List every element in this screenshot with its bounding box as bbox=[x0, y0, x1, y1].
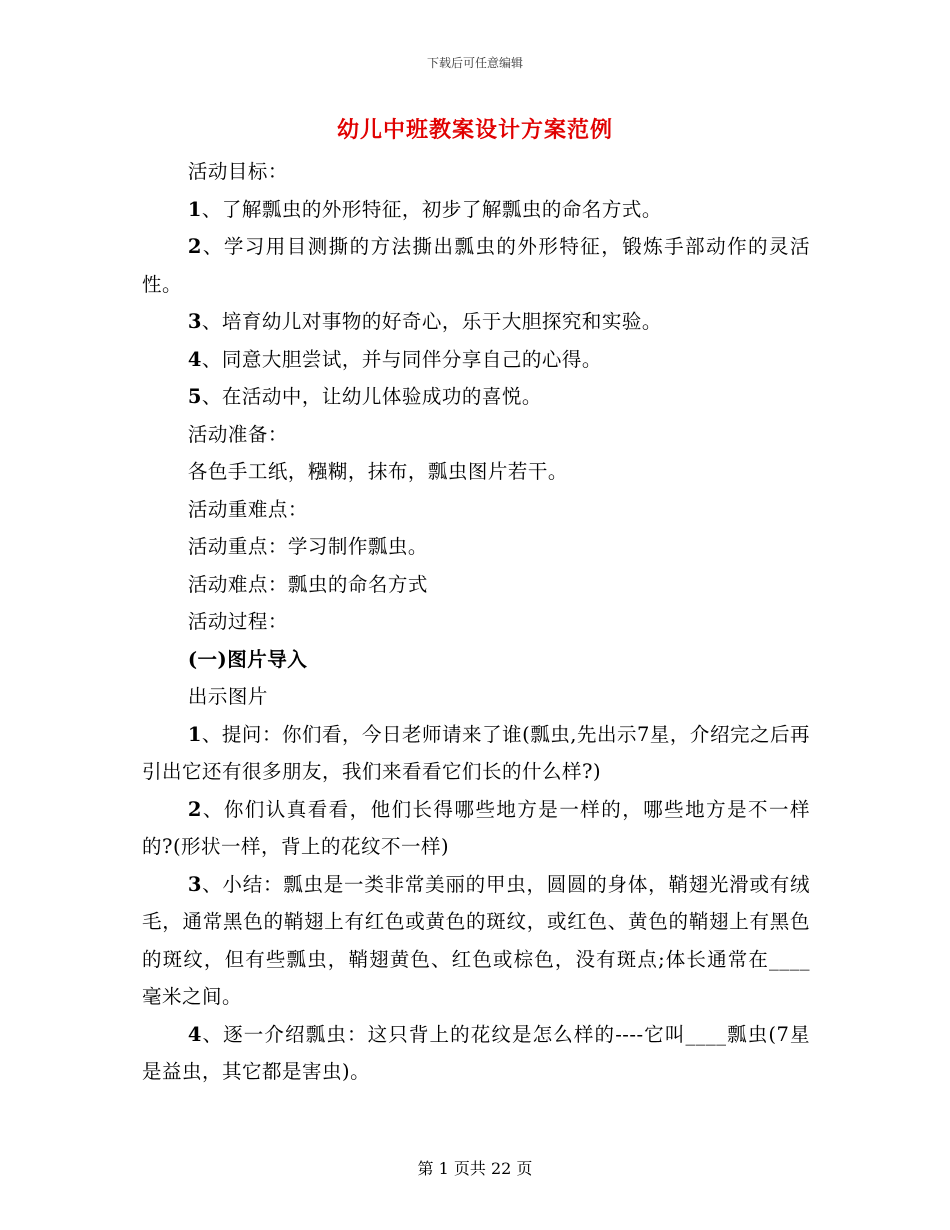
paragraph: 4、同意大胆尝试，并与同伴分享自己的心得。 bbox=[187, 347, 602, 371]
paragraph: 1、提问：你们看，今日老师请来了谁(瓢虫,先出示7星，介绍完之后再引出它还有很多朋友，我们来看看它们长的什么样?) bbox=[142, 722, 810, 783]
document-body bbox=[142, 153, 810, 1091]
paragraph: 3、培育幼儿对事物的好奇心，乐于大胆探究和实验。 bbox=[187, 310, 662, 333]
paragraph: 2、你们认真看看，他们长得哪些地方是一样的，哪些地方是不一样的?(形状一样，背上的花纹不一样) bbox=[142, 797, 810, 858]
paragraph: 活动重点：学习制作瓢虫。 bbox=[187, 535, 428, 558]
paragraph: 出示图片 bbox=[187, 685, 268, 708]
paragraph: 活动目标： bbox=[187, 160, 288, 183]
paragraph: 4、逐一介绍瓢虫：这只背上的花纹是怎么样的----它叫____瓢虫(7星是益虫，其它都是害虫)。 bbox=[142, 1022, 810, 1083]
paragraph: 各色手工纸，糨糊，抹布，瓢虫图片若干。 bbox=[187, 460, 568, 483]
paragraph: 活动过程： bbox=[187, 610, 288, 633]
section-heading: (一)图片导入 bbox=[187, 647, 308, 671]
paragraph: 5、在活动中，让幼儿体验成功的喜悦。 bbox=[187, 385, 542, 408]
page-header: 下载后可任意编辑 bbox=[426, 56, 523, 70]
paragraph: 活动难点：瓢虫的命名方式 bbox=[187, 572, 428, 596]
paragraph: 活动重难点： bbox=[187, 497, 308, 521]
page-footer: 第 1 页共 22 页 bbox=[417, 1159, 533, 1178]
paragraph: 3、小结：瓢虫是一类非常美丽的甲虫，圆圆的身体，鞘翅光滑或有绒毛，通常黑色的鞘翅上有红色或黄色的斑纹，或红色、黄色的鞘翅上有黑色的斑纹，但有些瓢虫，鞘翅黄色、红色或棕色，没有斑点;体长通常在____毫米之间。 bbox=[142, 872, 810, 1008]
paragraph: 2、学习用目测撕的方法撕出瓢虫的外形特征，锻炼手部动作的灵活性。 bbox=[142, 235, 810, 296]
paragraph: 1、了解瓢虫的外形特征，初步了解瓢虫的命名方式。 bbox=[187, 197, 662, 221]
document-title: 幼儿中班教案设计方案范例 bbox=[336, 118, 613, 143]
paragraph: 活动准备： bbox=[187, 422, 288, 446]
